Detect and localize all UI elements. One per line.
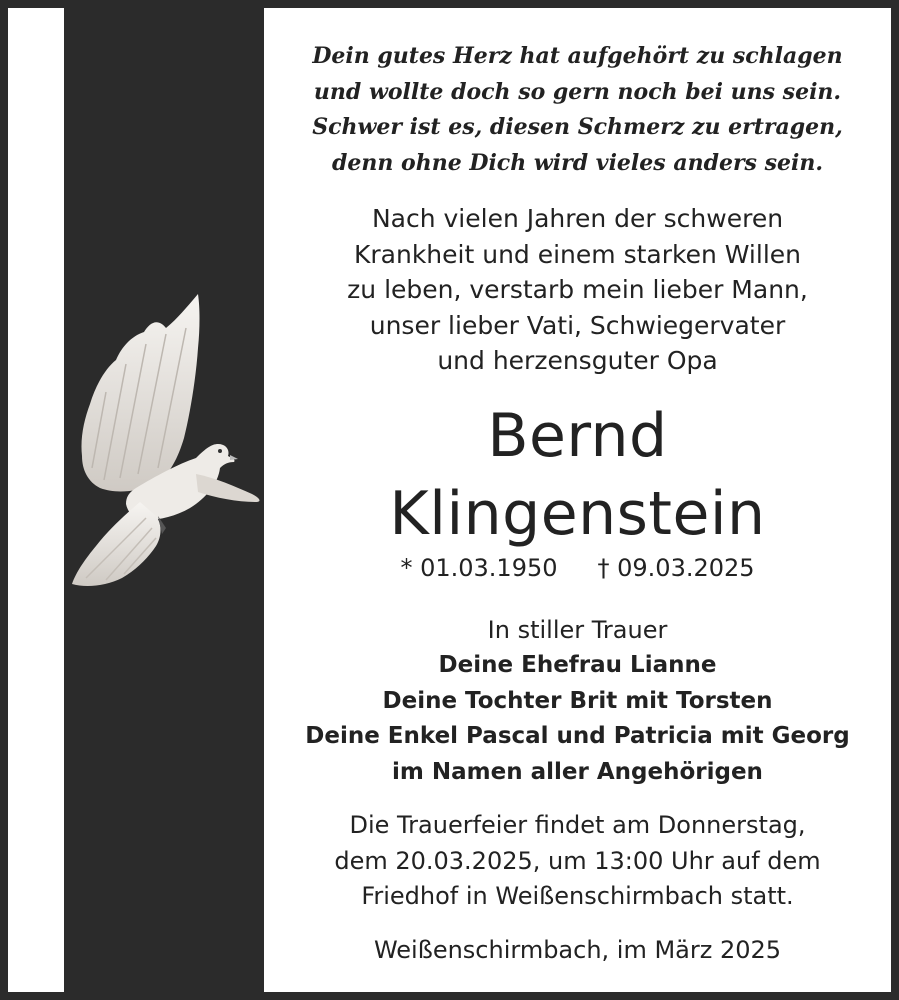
family-line: Deine Enkel Pascal und Patricia mit Georg bbox=[305, 723, 850, 749]
intro-line: Nach vielen Jahren der schweren bbox=[371, 204, 784, 233]
intro-line: unser lieber Vati, Schwiegervater bbox=[369, 310, 786, 340]
obituary-text bbox=[264, 8, 891, 992]
death-date: † 09.03.2025 bbox=[597, 553, 755, 582]
intro-line: und herzensguter Opa bbox=[437, 346, 718, 375]
intro-text bbox=[264, 201, 891, 379]
poem-line: und wollte doch so gern noch bei uns sein. bbox=[313, 78, 842, 105]
family-line: Deine Tochter Brit mit Torsten bbox=[382, 687, 773, 714]
mourning-label: In stiller Trauer bbox=[487, 615, 668, 644]
last-name: Klingenstein bbox=[389, 478, 766, 549]
funeral-service bbox=[264, 808, 891, 915]
poem-line: Dein gutes Herz hat aufgehört zu schlagen bbox=[312, 43, 843, 69]
intro-line: zu leben, verstarb mein lieber Mann, bbox=[347, 275, 808, 304]
place-date: Weißenschirmbach, im März 2025 bbox=[373, 935, 782, 964]
first-name: Bernd bbox=[487, 400, 668, 471]
life-dates bbox=[264, 553, 891, 583]
family-line: Deine Ehefrau Lianne bbox=[438, 652, 717, 678]
poem-line: Schwer ist es, diesen Schmerz zu ertragen, bbox=[312, 114, 843, 140]
birth-date: * 01.03.1950 bbox=[400, 553, 558, 582]
service-line: Die Trauerfeier findet am Donnerstag, bbox=[349, 811, 806, 839]
poem-line: denn ohne Dich wird vieles anders sein. bbox=[332, 149, 823, 176]
deceased-name bbox=[264, 397, 891, 553]
family-list bbox=[264, 648, 891, 790]
service-line: dem 20.03.2025, um 13:00 Uhr auf dem bbox=[334, 846, 821, 875]
dove-icon bbox=[66, 288, 266, 598]
poem bbox=[264, 39, 891, 181]
intro-line: Krankheit und einem starken Willen bbox=[353, 239, 801, 269]
family-line: im Namen aller Angehörigen bbox=[392, 758, 763, 785]
service-line: Friedhof in Weißenschirmbach statt. bbox=[361, 882, 794, 910]
